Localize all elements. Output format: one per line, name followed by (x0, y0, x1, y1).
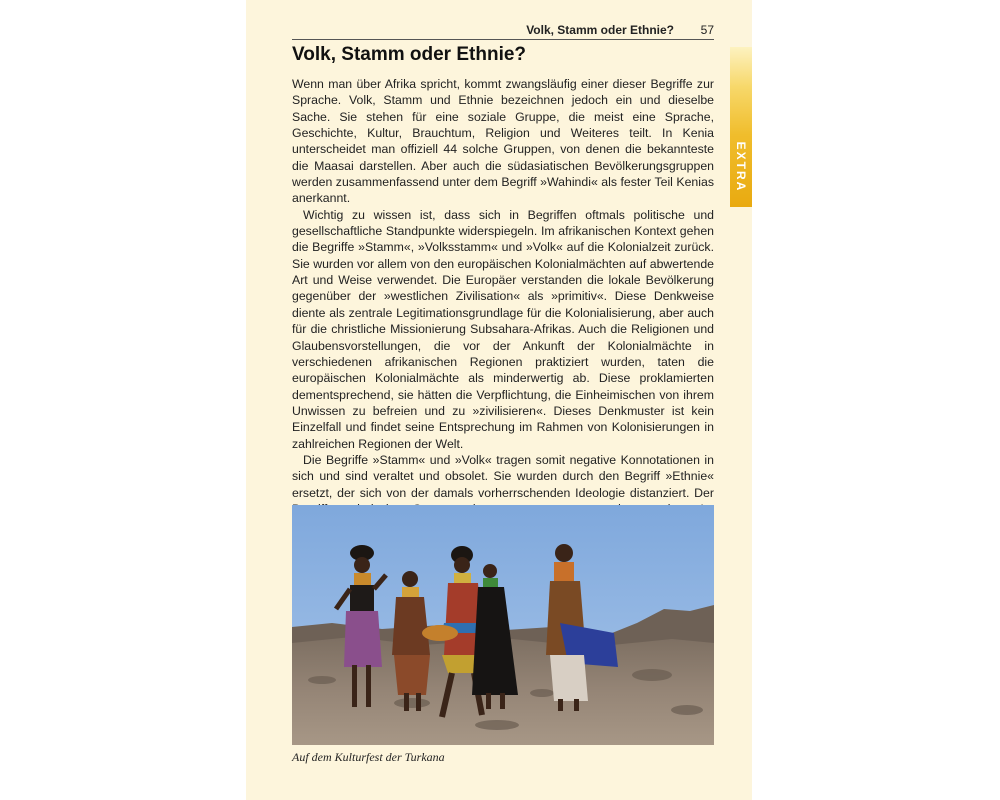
paragraph-3: Die Begriffe »Stamm« und »Volk« tragen somit negative Konnotationen in sich und sind veraltet und obsolet. Sie wurden durch den Begriff »Ethnie« ersetzt, der sich von der damals vorherrschenden Ideologie distanziert. Der (292, 452, 714, 500)
running-head-title: Volk, Stamm oder Ethnie? (526, 23, 674, 37)
article-heading: Volk, Stamm oder Ethnie? (292, 44, 527, 65)
photo-caption: Auf dem Kulturfest der Turkana (292, 750, 445, 764)
extra-tab-label: EXTRA (734, 141, 748, 193)
book-page (246, 0, 752, 800)
extra-side-tab (730, 47, 752, 207)
turkana-festival-photo (292, 505, 714, 745)
running-head (292, 22, 714, 40)
paragraph-1: Wenn man über Afrika spricht, kommt zwangsläufig einer dieser Begriffe zur Sprache. Volk, Stamm und Ethnie bezeichnen jedoch ein und dieselbe Sache. Sie stehen für eine soziale Gruppe, die meist eine Sprache, Geschichte, Kultur, Brauchtum, Religion und Weiteres teilt. In Kenia unterscheidet man offiziell 44 solche Gruppen, von denen die bekannteste die Maasai darstellen. Aber auch die südasiatischen Bevölkerungsgruppen werden zusammenfassend unter dem Begriff »Wahindi« als fester Teil Kenias anerkannt. (292, 77, 714, 206)
article-body (292, 76, 714, 566)
paragraph-2: Wichtig zu wissen ist, dass sich in Begriffen oftmals politische und gesellschaftliche Standpunkte widerspiegeln. Im afrikanischen Kontext gehen die Begriffe »Stamm«, »Volksstamm« und »Volk« auf die Kolonialzeit zurück. Sie wurden vor allem von den europäischen Kolonialmächten auf abwertende Art und Weise verwendet. Die Europäer verstanden die lokale Bevölkerung gegenüber der »westlichen Zivilisation« als »primitiv«. Diese Denkweise diente als zentrale Legitimationsgrundlage für die Kolonialisierung, aber auch für die christliche Missionierung Subsahara-Afrikas. Auch die Religionen und Glaubensvorstellungen, die vor der Ankunft der Kolonialmächte in verschiedenen afrikanischen Regionen praktiziert wurden, taten die europäischen Kolonialmächte als minderwertig ab. Diese proklamierten dementsprechend, sie hätten die Verpflichtung, die Einheimischen von ihrem Unwissen zu befreien und zu »zivilisieren«. Dieses Denkmuster ist kein Einzelfall und findet seine Entsprechung im Rahmen von Kolonisierungen in zahlreichen Regionen der Welt. (292, 207, 714, 451)
page-number: 57 (700, 23, 714, 37)
